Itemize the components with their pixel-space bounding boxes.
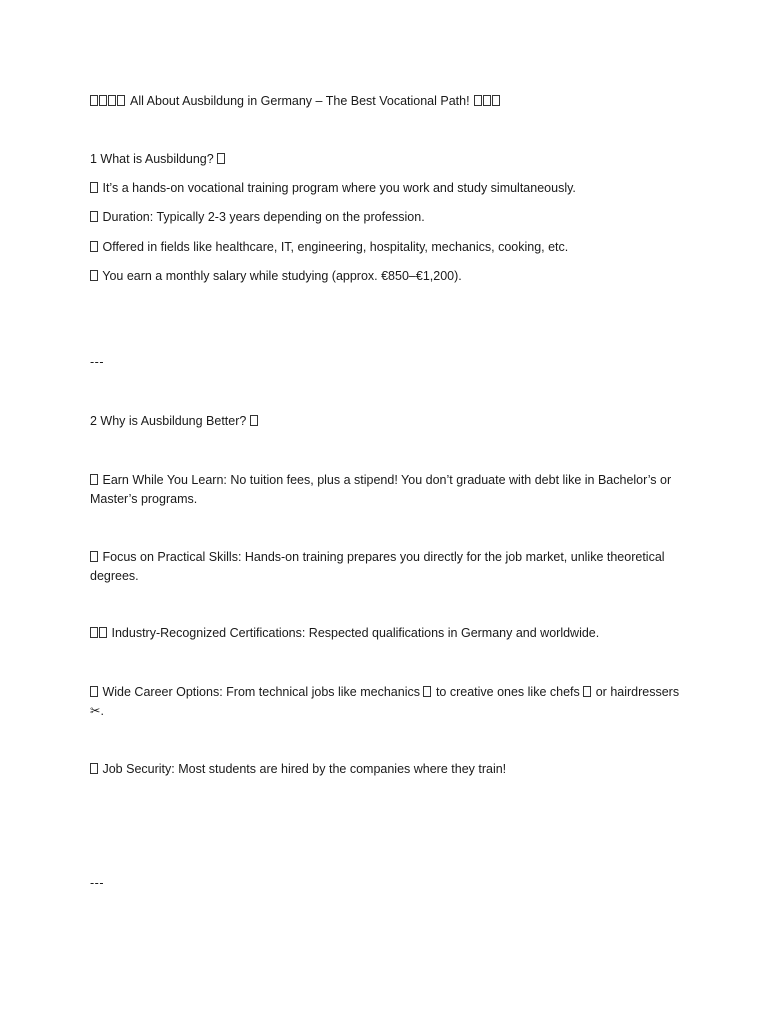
bullet-text: Duration: Typically 2-3 years depending on the profession. <box>102 210 425 224</box>
section2-point <box>90 760 686 779</box>
point-text: Earn While You Learn: No tuition fees, plus a stipend! You don’t graduate with debt like in Bachelor’s or Master’s programs. <box>90 473 672 506</box>
clock-icon <box>90 211 98 222</box>
separator: --- <box>90 355 104 369</box>
point-text: or hairdressers <box>595 685 680 699</box>
section1-bullet <box>90 238 686 257</box>
title-lead-icons <box>90 94 126 108</box>
section1-bullet <box>90 208 686 227</box>
section2-heading-text: 2 Why is Ausbildung Better? <box>90 414 247 428</box>
document-title <box>90 92 686 111</box>
bullet-text: It’s a hands-on vocational training program where you work and study simultaneously. <box>102 181 576 195</box>
certificate-icon <box>99 627 107 638</box>
flag-icon <box>99 95 107 106</box>
section1-bullet <box>90 267 686 286</box>
wrench-icon <box>423 686 431 697</box>
money-icon <box>90 270 98 281</box>
money-bag-icon <box>90 474 98 485</box>
point-text: Wide Career Options: From technical jobs like mechanics <box>102 685 420 699</box>
section1-bullet <box>90 179 686 198</box>
shield-icon <box>90 763 98 774</box>
bullet-text: Offered in fields like healthcare, IT, engineering, hospitality, mechanics, cooking, etc. <box>102 240 569 254</box>
bullet-text: You earn a monthly salary while studying (approx. €850–€1,200). <box>102 269 462 283</box>
question-icon <box>217 153 225 164</box>
section1-heading <box>90 150 686 169</box>
question-icon <box>250 415 258 426</box>
point-text: Job Security: Most students are hired by the companies where they train! <box>102 762 507 776</box>
section2-point <box>90 471 686 509</box>
section1-heading-text: 1 What is Ausbildung? <box>90 152 214 166</box>
section2-point <box>90 624 686 643</box>
target-icon <box>90 686 98 697</box>
separator: --- <box>90 876 104 890</box>
certificate-icon <box>90 627 98 638</box>
chef-icon <box>583 686 591 697</box>
bullet-icon <box>90 182 98 193</box>
briefcase-icon <box>90 241 98 252</box>
flag-icon <box>108 95 116 106</box>
flag-icon <box>117 95 125 106</box>
flag-icon <box>90 95 98 106</box>
section2-heading <box>90 412 686 431</box>
point-text: to creative ones like chefs <box>435 685 580 699</box>
point-text: Focus on Practical Skills: Hands-on training prepares you directly for the job market, unlike theoretical degrees. <box>90 550 665 583</box>
section2-point <box>90 683 686 721</box>
title-trail-icons <box>474 94 501 108</box>
sparkle-icon <box>474 95 482 106</box>
section2-point <box>90 548 686 586</box>
point-text: Industry-Recognized Certifications: Respected qualifications in Germany and worldwide. <box>111 626 600 640</box>
sparkle-icon <box>483 95 491 106</box>
point-text: . <box>100 704 104 718</box>
title-text: All About Ausbildung in Germany – The Best Vocational Path! <box>130 94 470 108</box>
scissors-icon: ✂ <box>90 704 101 718</box>
sparkle-icon <box>492 95 500 106</box>
tools-icon <box>90 551 98 562</box>
